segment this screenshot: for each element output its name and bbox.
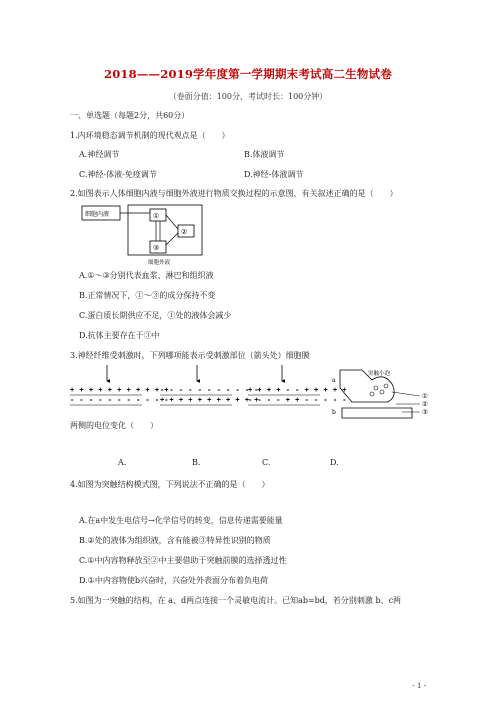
q4-vesicle-icon: [384, 384, 388, 388]
q4-label-c2: ②: [422, 400, 428, 408]
q5-stem: 5.如图为一突触的结构，在 a、d两点连接一个灵敏电流计。已知ab=bd，若分别刺激 b、c两: [70, 596, 402, 605]
q4-vesicle-icon: [374, 386, 378, 390]
q2-arrow-line: [166, 233, 178, 245]
q1-stem: 1.内环境稳态调节机制的现代观点是（ ）: [70, 131, 230, 140]
q4-label-c1: ①: [422, 392, 428, 400]
q3-a-mid-charges: - - - - - - - - - - -: [70, 396, 170, 404]
q4-label-vesicle: 突触小泡: [368, 371, 391, 377]
q4-vesicle-icon: [380, 390, 384, 394]
q2-option-d: D.抗体主要存在于③中: [79, 331, 160, 340]
q2-label-intracellular: 细胞内液: [85, 212, 110, 218]
q2-diagram: [80, 203, 210, 265]
section-heading: 一、单选题（每题2分，共60分）: [70, 111, 190, 120]
q2-option-c: C.蛋白质长期供应不足，①处的液体会减少: [79, 311, 232, 320]
q1-option-b: B.体液调节: [244, 150, 285, 159]
q3-label-a: A.: [118, 458, 127, 467]
q2-diagram-outer-frame: [128, 205, 202, 255]
q4-postsynaptic-membrane: [342, 408, 412, 418]
q1-option-d: D.神经-体液调节: [244, 170, 304, 179]
q4-option-c: C.①中内容物释放至②中主要借助于突触前膜的选择透过性: [79, 556, 287, 565]
q4-option-a: A.在a中发生电信号→化学信号的转变，信息传递需要能量: [79, 516, 283, 525]
q4-stem: 4.如图为突触结构模式图，下列说法不正确的是（ ）: [70, 480, 270, 489]
q3-b-mid-charges: + + + + + + + + + + +: [160, 396, 260, 404]
q1-option-a: A.神经调节: [79, 150, 120, 159]
q1-option-c: C.神经-体液-免疫调节: [79, 170, 157, 179]
q2-label-c1: ①: [153, 212, 160, 220]
q4-synapse-diagram: [332, 366, 442, 422]
q4-label-a: a: [332, 377, 336, 384]
q3-label-c: C.: [262, 458, 271, 467]
q4-option-b: B.②处的液体为组织液，含有能被③特异性识别的物质: [79, 536, 271, 545]
q3-c-top-charges: + + + + - - + + + + +: [248, 386, 348, 394]
q2-label-extracellular: 细胞外液: [148, 260, 171, 266]
q3-c-mid-charges: - - - - + + - - - - -: [248, 396, 348, 404]
q2-option-a: A.①～③分别代表血浆、淋巴和组织液: [79, 271, 214, 280]
q3-stem: 3.神经纤维受刺激时，下列哪项能表示受刺激部位（箭头处）细胞膜: [70, 351, 310, 360]
q3-label-b: B.: [192, 458, 201, 467]
q4-label-c3: ③: [422, 408, 428, 416]
q3-stem-continued: 两侧的电位变化（ ）: [70, 421, 158, 430]
page-title: 2018——2019学年度第一学期期末考试高二生物试卷: [104, 67, 392, 81]
q2-label-c3: ③: [153, 244, 160, 252]
q4-leader-line: [392, 392, 420, 396]
q3-nerve-figures: [70, 363, 348, 415]
q3-label-d: D.: [330, 458, 339, 467]
q2-stem: 2.如图表示人体细胞内液与细胞外液进行物质交换过程的示意图，有关叙述正确的是（ ）: [70, 189, 398, 198]
q4-label-b: b: [332, 409, 336, 416]
q4-vesicle-icon: [370, 392, 374, 396]
q2-arrow-line: [166, 215, 178, 229]
q2-label-c2: ②: [181, 228, 188, 236]
q4-option-d: D.①中内容物使b兴奋时，兴奋处外表面分布着负电荷: [79, 576, 268, 585]
q2-option-b: B.正常情况下，①～③的成分保持不变: [79, 291, 216, 300]
page-subtitle: （卷面分值：100分，考试时长：100分钟）: [168, 92, 328, 101]
q3-b-top-charges: - - - - - - - - - - -: [160, 386, 260, 394]
q3-a-top-charges: + + + + + + + + + + +: [70, 386, 170, 394]
page-number: - 1 -: [412, 682, 426, 690]
